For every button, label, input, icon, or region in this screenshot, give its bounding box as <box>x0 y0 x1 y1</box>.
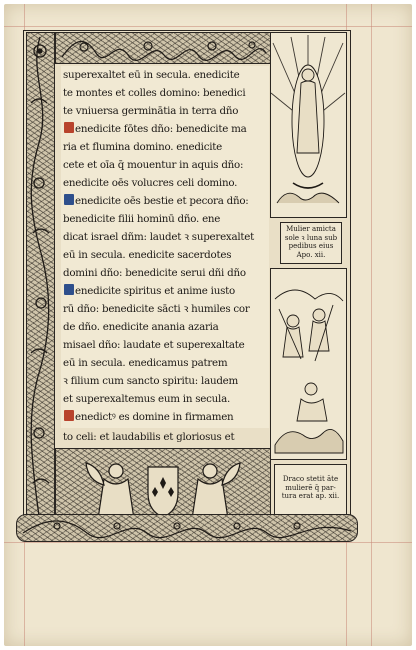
text-line: ria et flumina domino. enedicite <box>63 141 223 153</box>
text-line: de dño. enedicite anania azaria <box>63 321 219 333</box>
ruling-line <box>4 542 412 543</box>
caption-line: mulierē q̄ par- <box>285 483 336 492</box>
text-line: enedictꝰ es domine in firmamen <box>63 408 269 426</box>
red-initial-icon <box>64 410 74 421</box>
battle-of-angels-icon <box>270 268 347 460</box>
ruling-line <box>4 26 412 27</box>
caption-line: Draco stetit āte <box>282 475 339 483</box>
foliate-border-icon <box>55 32 271 64</box>
text-line: enedicite spiritus et anime iusto <box>63 282 269 300</box>
parchment-leaf <box>4 4 412 646</box>
caption-line: sole ꝛ luna sub <box>284 233 338 242</box>
text-line: dicat israel dñm: laudet ꝛ superexaltet <box>63 231 255 243</box>
ruling-line <box>371 4 372 646</box>
caption-line: Apo. xii. <box>296 250 326 259</box>
text-line: et superexaltemus eum in secula. <box>63 393 230 405</box>
caption-line: Mulier amicta <box>286 225 336 233</box>
text-line: te montes et colles domino: benedici <box>63 87 246 99</box>
text-line: enedicite oēs volucres celi domino. <box>63 177 238 189</box>
text-line: eū in secula. enedicite sacerdotes <box>63 249 232 261</box>
acanthus-frieze-icon <box>16 514 358 542</box>
text-line: eū in secula. enedicamus patrem <box>63 357 228 369</box>
virgin-in-sun-icon <box>270 32 347 218</box>
text-line: enedicite oēs bestie et pecora dño: <box>63 192 269 210</box>
text-line: to celi: et laudabilis et gloriosus et <box>63 431 235 443</box>
prayer-text-block <box>61 66 269 428</box>
text-line: enedicite fōtes dño: benedicite ma <box>63 120 269 138</box>
caption-line: tura erat ap. xii. <box>281 492 340 501</box>
text-line: superexaltet eū in secula. enedicite <box>63 69 240 81</box>
vine-border-icon <box>26 32 55 530</box>
text-line: misael dño: laudate et superexaltate <box>63 339 245 351</box>
caption-line: pedibus eius <box>288 242 334 251</box>
text-line: rū dño: benedicite sācti ꝛ humiles cor <box>63 303 250 315</box>
upper-caption-box <box>280 222 342 264</box>
blue-initial-icon <box>64 194 74 205</box>
text-line: cete et oīa q̄ mouentur in aquis dño: <box>63 159 244 171</box>
text-line: domini dño: benedicite serui dñi dño <box>63 267 246 279</box>
text-line: ꝛ filium cum sancto spiritu: laudem <box>63 375 239 387</box>
red-initial-icon <box>64 122 74 133</box>
text-line: benedicite filii hominū dño. ene <box>63 213 221 225</box>
text-line: te vniuersa germinātia in terra dño <box>63 105 239 117</box>
blue-initial-icon <box>64 284 74 295</box>
